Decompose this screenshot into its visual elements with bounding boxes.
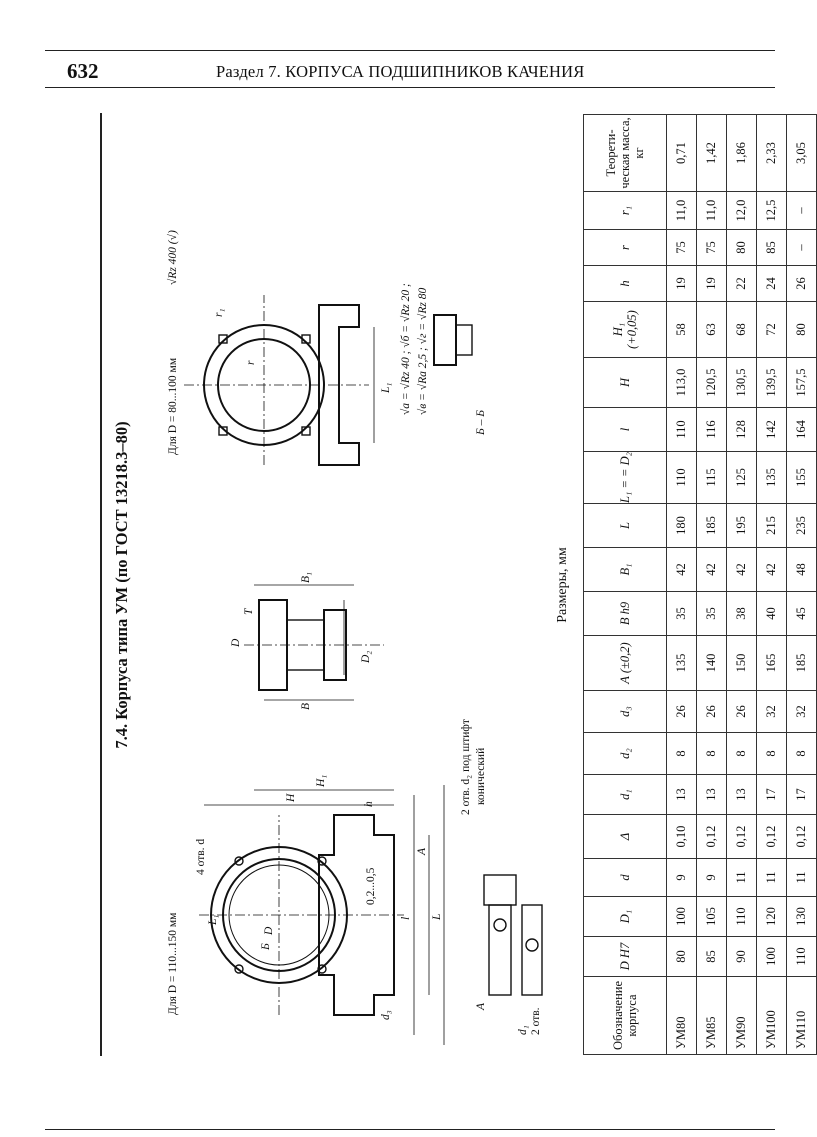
col-header: B h9 [584, 592, 667, 636]
col-header: l [584, 408, 667, 452]
left-rule [100, 113, 102, 1056]
table-cell: 17 [787, 775, 817, 815]
table-cell: 45 [787, 592, 817, 636]
technical-drawing [144, 115, 549, 1055]
dim-L1-right: L₁ [380, 382, 392, 393]
table-cell: 3,05 [787, 115, 817, 192]
col-header: Теорети-ческая масса, кг [584, 115, 667, 192]
table-header-row [584, 115, 667, 1055]
col-header: B₁ [584, 548, 667, 592]
table-cell: 48 [787, 548, 817, 592]
table-cell: 8 [757, 733, 787, 775]
col-header: h [584, 266, 667, 302]
table-cell: 100 [757, 937, 787, 977]
col-header: H [584, 358, 667, 408]
table-cell: 32 [787, 691, 817, 733]
table-cell: 0,12 [787, 815, 817, 859]
pin-note-line-2: конический [475, 747, 487, 805]
table-cell: 140 [697, 636, 727, 691]
table-cell: 195 [727, 504, 757, 548]
table-cell: 80 [787, 302, 817, 358]
table-cell: 110 [667, 408, 697, 452]
table-cell: 0,12 [757, 815, 787, 859]
roughness-top: √Rz 400 (√) [167, 230, 179, 285]
table-cell: 2,33 [757, 115, 787, 192]
table-cell: 11 [727, 859, 757, 897]
col-header: d₁ [584, 775, 667, 815]
table-cell: 110 [667, 452, 697, 504]
table-cell: 115 [697, 452, 727, 504]
roughness-note-2: √в = √Ra 2,5 ; √г = √Rz 80 [417, 287, 429, 415]
two-holes-label: 2 отв. [530, 1007, 542, 1035]
table-cell: 157,5 [787, 358, 817, 408]
housing-designation-cell: УМ85 [697, 977, 727, 1055]
table-cell: 13 [727, 775, 757, 815]
dim-L: L [431, 913, 443, 920]
col-header: Обозначение корпуса [584, 977, 667, 1055]
section-title: 7.4. Корпуса типа УМ (по ГОСТ 13218.3–80) [112, 421, 131, 749]
col-header: r [584, 230, 667, 266]
table-cell: 42 [697, 548, 727, 592]
table-cell: 100 [667, 897, 697, 937]
table-cell: 26 [667, 691, 697, 733]
dim-d1: d₁ [517, 1025, 529, 1035]
table-cell: 35 [697, 592, 727, 636]
table-cell: 164 [787, 408, 817, 452]
table-cell: 90 [727, 937, 757, 977]
table-cell: 38 [727, 592, 757, 636]
pin-note-line-1: 2 отв. d₂ под штифт [460, 719, 472, 815]
view-A: A [475, 1002, 487, 1010]
table-cell: 135 [667, 636, 697, 691]
table-cell: 120 [757, 897, 787, 937]
dim-L1: L₁ [207, 914, 219, 925]
table-cell: 8 [667, 733, 697, 775]
table-cell: 8 [697, 733, 727, 775]
table-cell: 35 [667, 592, 697, 636]
table-cell: 142 [757, 408, 787, 452]
table-cell: 85 [757, 230, 787, 266]
table-row [757, 115, 787, 1055]
table-cell: 135 [757, 452, 787, 504]
table-cell: 150 [727, 636, 757, 691]
table-cell: 58 [667, 302, 697, 358]
col-header: D H7 [584, 937, 667, 977]
dim-h: h [363, 801, 375, 807]
housing-designation-cell: УМ110 [787, 977, 817, 1055]
table-cell: – [787, 230, 817, 266]
table-cell: 0,12 [697, 815, 727, 859]
table-cell: 130,5 [727, 358, 757, 408]
dim-H: H [285, 793, 297, 802]
roughness-note-1: √a = √Rz 40 ; √б = √Rz 20 ; [400, 283, 412, 415]
table-cell: 42 [757, 548, 787, 592]
table-cell: 85 [697, 937, 727, 977]
table-cell: 17 [757, 775, 787, 815]
header-rule [45, 50, 775, 51]
table-row [727, 115, 757, 1055]
housing-designation-cell: УМ100 [757, 977, 787, 1055]
table-cell: 235 [787, 504, 817, 548]
table-cell: 11 [787, 859, 817, 897]
table-cell: 75 [697, 230, 727, 266]
col-header: L₁ = = D₂ [584, 452, 667, 504]
running-title: Раздел 7. КОРПУСА ПОДШИПНИКОВ КАЧЕНИЯ [216, 62, 585, 81]
table-cell: 42 [727, 548, 757, 592]
sizes-caption: Размеры, мм [555, 547, 570, 623]
rotated-content [108, 115, 808, 1055]
table-cell: 180 [667, 504, 697, 548]
table-cell: 80 [727, 230, 757, 266]
page-number: 632 [67, 59, 99, 83]
housing-designation-cell: УМ90 [727, 977, 757, 1055]
table-cell: 0,10 [667, 815, 697, 859]
table-cell: 68 [727, 302, 757, 358]
dim-A: A [416, 847, 428, 855]
table-cell: 110 [727, 897, 757, 937]
table-cell: 185 [697, 504, 727, 548]
table-cell: – [787, 192, 817, 230]
table-cell: 24 [757, 266, 787, 302]
table-cell: 13 [667, 775, 697, 815]
right-view-caption: Для D = 80...100 мм [167, 357, 179, 455]
col-header: d₂ [584, 733, 667, 775]
table-cell: 26 [697, 691, 727, 733]
table-cell: 130 [787, 897, 817, 937]
table-cell: 8 [787, 733, 817, 775]
holes-label: 4 отв. d [195, 838, 207, 875]
dim-D: D [263, 926, 275, 935]
table-cell: 13 [697, 775, 727, 815]
housing-designation-cell: УМ80 [667, 977, 697, 1055]
col-header: d [584, 859, 667, 897]
dim-b: Б [260, 943, 272, 950]
table-cell: 80 [667, 937, 697, 977]
dim-d3: d₃ [380, 1010, 392, 1020]
table-cell: 113,0 [667, 358, 697, 408]
dim-B1: B₁ [300, 571, 312, 583]
bottom-rule [45, 1129, 775, 1130]
table-cell: 215 [757, 504, 787, 548]
header-rule-2 [45, 87, 775, 88]
table-cell: 185 [787, 636, 817, 691]
col-header: A (±0,2) [584, 636, 667, 691]
table-cell: 105 [697, 897, 727, 937]
dim-H1: H₁ [315, 774, 327, 787]
table-cell: 120,5 [697, 358, 727, 408]
table-cell: 110 [787, 937, 817, 977]
table-cell: 26 [787, 266, 817, 302]
table-cell: 9 [667, 859, 697, 897]
table-cell: 63 [697, 302, 727, 358]
dim-T: T [243, 608, 255, 615]
table-cell: 139,5 [757, 358, 787, 408]
col-header: Δ [584, 815, 667, 859]
table-cell: 165 [757, 636, 787, 691]
table-row [697, 115, 727, 1055]
dim-r: r [245, 360, 257, 365]
table-cell: 9 [697, 859, 727, 897]
table-cell: 11,0 [697, 192, 727, 230]
table-cell: 19 [697, 266, 727, 302]
col-header: H₁ (+0,05) [584, 302, 667, 358]
col-header: L [584, 504, 667, 548]
table-cell: 11,0 [667, 192, 697, 230]
table-cell: 40 [757, 592, 787, 636]
table-cell: 8 [727, 733, 757, 775]
table-cell: 26 [727, 691, 757, 733]
table-cell: 12,0 [727, 192, 757, 230]
table-cell: 72 [757, 302, 787, 358]
table-cell: 75 [667, 230, 697, 266]
left-view-caption: Для D = 110...150 мм [167, 912, 179, 1015]
table-cell: 42 [667, 548, 697, 592]
table-row [787, 115, 817, 1055]
col-header: d₃ [584, 691, 667, 733]
table-cell: 11 [757, 859, 787, 897]
table-cell: 0,12 [727, 815, 757, 859]
dim-l: l [400, 916, 412, 920]
table-cell: 12,5 [757, 192, 787, 230]
col-header: r₁ [584, 192, 667, 230]
col-header: D₁ [584, 897, 667, 937]
table-cell: 32 [757, 691, 787, 733]
table-cell: 116 [697, 408, 727, 452]
table-cell: 1,86 [727, 115, 757, 192]
table-cell: 22 [727, 266, 757, 302]
range-label: 0,2...0,5 [365, 867, 377, 905]
table-row [667, 115, 697, 1055]
dim-B: B [300, 702, 312, 710]
section-label: Б – Б [475, 409, 487, 435]
dim-D2: D₂ [360, 650, 372, 663]
dim-D-mid: D [230, 638, 242, 647]
table-cell: 155 [787, 452, 817, 504]
table-cell: 125 [727, 452, 757, 504]
dimensions-table [583, 114, 817, 1055]
table-cell: 128 [727, 408, 757, 452]
table-cell: 1,42 [697, 115, 727, 192]
table-cell: 0,71 [667, 115, 697, 192]
table-cell: 19 [667, 266, 697, 302]
dim-r1: r₁ [213, 308, 225, 317]
